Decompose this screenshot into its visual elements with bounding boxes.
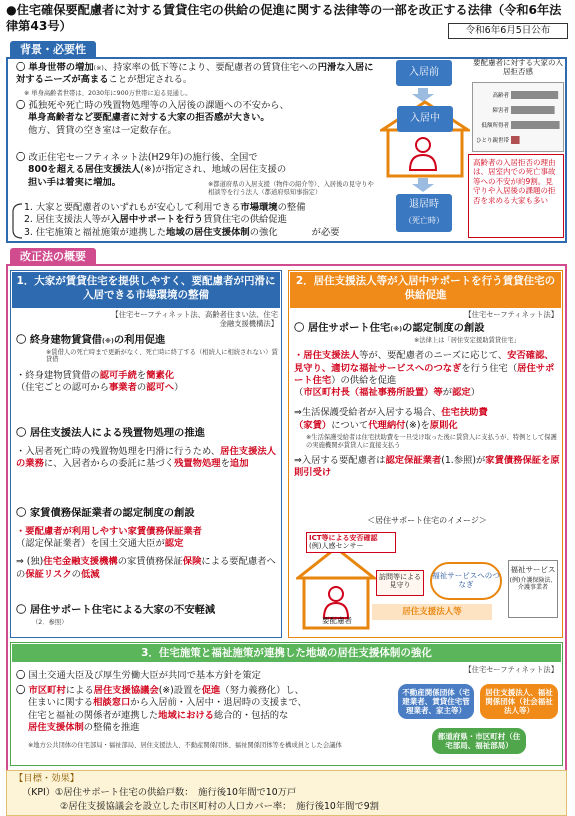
welfare-link-label: 福祉サービスへのつなぎ: [430, 562, 502, 600]
left-section-1: 〇 終身建物賃貸借(※)の利用促進 ※賃借人の死亡時まで更新がなく、死亡時に終了する（相続人に相続されない）賃貸借 ・終身建物賃貸借の認可手続を簡素化 （住宅ごとの認可から事業者の認可へ）: [16, 334, 278, 394]
person-label: 要配慮者: [322, 616, 352, 625]
left-section-2: 〇 居住支援法人による残置物処理の推進 ・入居者死亡時の残置物処理を円滑に行うため、居住支援法人の業務に、入居者からの委託に基づく残置物処理を追加: [16, 427, 276, 470]
left-section-3: 〇 家賃債務保証業者の認定制度の創設 ・要配慮者が利用しやすい家賃債務保証業者 （認定保証業者）を国土交通大臣が認定 ⇒ (独)住宅金融支援機構の家賃債務保証保険による要配慮者への保証リスクの低減: [16, 507, 276, 580]
background-point-2: 〇 孤独死や死亡時の残置物処理等の入居後の課題への不安から、 単身高齢者など要配慮者に対する大家の拒否感が大きい。 他方、賃貸の空き室は一定数存在。: [16, 100, 289, 136]
overview-bottom-header: 3．住宅施策と福祉施策が連携した地域の居住支援体制の強化: [12, 644, 561, 662]
need-item-3: 3. 住宅施策と福祉施策が連携した地域の居住支援体制の強化 が必要: [24, 226, 340, 238]
support-housing-caption: ＜居住サポート住宅のイメージ＞: [367, 516, 487, 525]
overview-right-header: 2．居住支援法人等が入居中サポートを行う賃貸住宅の供給促進: [290, 272, 561, 308]
arrow-down-icon-2: [410, 178, 436, 192]
bottom-point-2: 〇 市区町村による居住支援協議会(※)設置を促進（努力義務化）し、 住まいに関する相談窓口から入居前・入居中・退居時の支援まで、 住宅と福祉の関係者が連携した地域における総合的・包括的な 居住支援体制の整備を推進: [16, 685, 307, 733]
need-bracket-icon: [10, 202, 24, 240]
welfare-service-box: 福祉サービス (例)介護保険法、介護事業者: [508, 560, 558, 618]
chart-row-label: 障害者: [492, 108, 509, 114]
left-section-4: 〇 居住サポート住宅による大家の不安軽減 （2．参照）: [16, 604, 216, 626]
pill-real-estate: 不動産関係団体（宅建業者、賃貸住宅管理業者、家主等）: [398, 684, 474, 719]
overview-right-ref: 【住宅セーフティネット法】: [464, 310, 558, 319]
visit-label: 訪問等による見守り: [376, 570, 424, 596]
background-point-3: 〇 改正住宅セーフティネット法(H29年)の施行後、全国で 800を超える居住支援法人(※)が指定され、地域の居住支援の 担い手は着実に増加。: [16, 152, 287, 188]
stage-before: 入居前: [396, 60, 452, 86]
need-list: [24, 202, 444, 239]
page-title: ●住宅確保要配慮者に対する賃貸住宅の供給の促進に関する法律等の一部を改正する法律（令和6年法律第43号）: [6, 3, 562, 33]
chart-bar: [511, 106, 555, 114]
overview-left-header: 1．大家が賃貸住宅を提供しやすく、要配慮者が円滑に入居できる市場環境の整備: [12, 272, 280, 308]
background-tab: 背景・必要性: [10, 41, 96, 58]
chart-row-label: ひとり親世帯: [475, 138, 509, 144]
chart-bar: [511, 136, 520, 144]
pill-local-gov: 都道府県・市区町村（住宅部局、福祉部局）: [432, 728, 526, 754]
pill-support-orgs: 居住支援法人、福祉関係団体（社会福祉法人等）: [480, 684, 558, 719]
ict-label: ICT等による安否確認 (例)人感センサー: [306, 532, 396, 553]
chart-row-label: 高齢者: [492, 93, 509, 99]
need-item-2: 2. 居住支援法人等が入居中サポートを行う賃貸住宅の供給促進: [24, 214, 287, 226]
reluctance-chart-svg: [473, 83, 565, 153]
chart-bar: [511, 91, 558, 99]
reluctance-callout: 高齢者の入居拒否の理由は、居室内での死亡事故等への不安が約9割。見守りや入居後の課題の拒否を求める大家も多い: [468, 154, 564, 238]
bottom-footnote: ※地方公共団体の住宅部局・福祉部局、居住支援法人、不動産関係団体、福祉関係団体等を構成員とした会議体: [28, 742, 342, 749]
stage-after: 退居時 （死亡時）: [396, 194, 452, 232]
reluctance-chart: [472, 82, 564, 152]
bottom-point-1: 〇 国土交通大臣及び厚生労働大臣が共同で基本方針を策定: [16, 670, 261, 681]
background-point-3-footnote: ※都道府県の入居支援（物件の紹介等）、入居後の見守りや相談等を行う法人（都道府県知事指定）: [208, 181, 374, 196]
chart-title: 要配慮者に対する大家の入居拒否感: [473, 58, 563, 76]
support-housing-illustration: [296, 532, 560, 634]
kpi-title: 【目標・効果】: [14, 773, 80, 784]
support-org-label: 居住支援法人等: [372, 604, 492, 620]
overview-bottom-ref: 【住宅セーフティネット法】: [464, 665, 558, 674]
promulgation-date: 令和6年6月5日公布: [448, 23, 568, 39]
background-point-1-footnote: ※ 単身高齢者世帯は、2030年に900万世帯に迫る見通し。: [24, 90, 192, 97]
person-icon: [407, 136, 439, 172]
background-point-1: 〇 単身世帯の増加(※)、持家率の低下等により、要配慮者の賃貸住宅への円滑な入居に対するニーズが高まることが想定される。: [16, 62, 374, 86]
need-item-1: 1. 大家と要配慮者のいずれもが安心して利用できる市場環境の整備: [24, 202, 306, 213]
right-section-main: 〇 居住サポート住宅(※)の認定制度の創設 ※法律上は「居住安定援助賃貸住宅」 ・居住支援法人等が、要配慮者のニーズに応じて、安否確認、見守り、適切な福祉サービスへのつなぎを行う住宅（居住サポート住宅）の供給を促進 （市区町村長（福祉事務所設置）等が認定） ⇒生活保護受給者が入居する場合、住宅扶助費 （家賃）について代理納付(※)を原則化 ※生活保護受給者は住宅扶助費を一旦受け取った後に賃貸人に支払うが、特例として保護の実施機関が賃貸人に直接支払う ⇒入居する要配慮者は認定保証業者(1.参照)が家賃債務保証を原則引受け: [294, 322, 560, 479]
stage-during: 入居中: [397, 106, 453, 132]
chart-bar: [511, 121, 560, 129]
kpi-line-2: ②居住支援協議会を設立した市区町村の人口カバー率： 施行後10年間で9割: [60, 801, 379, 812]
chart-row-label: 低額所得者: [481, 123, 509, 129]
kpi-line-1: （KPI）①居住サポート住宅の供給戸数： 施行後10年間で10万戸: [22, 787, 297, 798]
overview-tab: 改正法の概要: [10, 248, 96, 265]
overview-left-ref: 【住宅セーフティネット法、高齢者住まい法、住宅金融支援機構法】: [111, 310, 278, 329]
